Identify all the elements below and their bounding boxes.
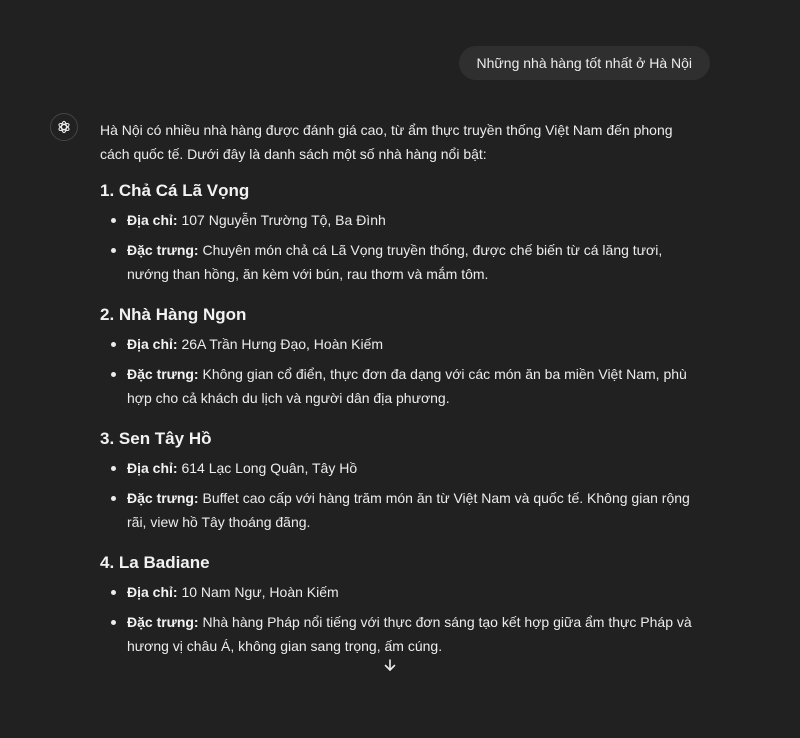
- address-label: Địa chỉ:: [127, 584, 178, 600]
- list-item: [100, 332, 700, 356]
- list-item: [100, 208, 700, 232]
- bullet-icon: [111, 620, 116, 625]
- restaurant-section: [100, 426, 700, 534]
- list-item: [100, 456, 700, 480]
- list-item: [100, 580, 700, 604]
- feature-value: Không gian cổ điển, thực đơn đa dạng với các món ăn ba miền Việt Nam, phù hợp cho cả khách du lịch và người dân địa phương.: [127, 366, 687, 406]
- restaurant-section: [100, 302, 700, 410]
- restaurant-title: 2. Nhà Hàng Ngon: [100, 305, 247, 324]
- reply-intro: Hà Nội có nhiều nhà hàng được đánh giá cao, từ ẩm thực truyền thống Việt Nam đến phong cách quốc tế. Dưới đây là danh sách một số nhà hàng nổi bật:: [100, 122, 673, 162]
- list-item: [100, 362, 700, 410]
- assistant-reply: [100, 118, 700, 674]
- restaurant-details: [100, 580, 700, 658]
- address-value: 107 Nguyễn Trường Tộ, Ba Đình: [181, 212, 386, 228]
- address-value: 10 Nam Ngư, Hoàn Kiếm: [181, 584, 339, 600]
- feature-label: Đặc trưng:: [127, 366, 199, 382]
- restaurant-details: [100, 332, 700, 410]
- arrow-down-icon: [383, 658, 397, 672]
- feature-label: Đặc trưng:: [127, 490, 199, 506]
- address-value: 26A Trần Hưng Đạo, Hoàn Kiếm: [181, 336, 384, 352]
- feature-value: Chuyên món chả cá Lã Vọng truyền thống, được chế biến từ cá lăng tươi, nướng than hồng, ăn kèm với bún, rau thơm và mắm tôm.: [127, 242, 663, 282]
- scroll-to-bottom-button[interactable]: [379, 654, 401, 676]
- bullet-icon: [111, 466, 116, 471]
- bullet-icon: [111, 590, 116, 595]
- list-item: [100, 238, 700, 286]
- user-message-bubble: [459, 46, 710, 80]
- user-message-text: Những nhà hàng tốt nhất ở Hà Nội: [476, 55, 692, 71]
- restaurant-title: 4. La Badiane: [100, 553, 210, 572]
- restaurant-section: [100, 550, 700, 658]
- restaurant-details: [100, 456, 700, 534]
- restaurant-details: [100, 208, 700, 286]
- bullet-icon: [111, 248, 116, 253]
- address-label: Địa chỉ:: [127, 336, 178, 352]
- bullet-icon: [111, 218, 116, 223]
- bullet-icon: [111, 342, 116, 347]
- bullet-icon: [111, 372, 116, 377]
- openai-logo-icon: [55, 118, 73, 136]
- list-item: [100, 486, 700, 534]
- assistant-avatar: [50, 113, 78, 141]
- address-value: 614 Lạc Long Quân, Tây Hồ: [181, 460, 358, 476]
- address-label: Địa chỉ:: [127, 460, 178, 476]
- bullet-icon: [111, 496, 116, 501]
- feature-value: Buffet cao cấp với hàng trăm món ăn từ Việt Nam và quốc tế. Không gian rộng rãi, view hồ Tây thoáng đãng.: [127, 490, 690, 530]
- feature-value: Nhà hàng Pháp nổi tiếng với thực đơn sáng tạo kết hợp giữa ẩm thực Pháp và hương vị châu Á, không gian sang trọng, ấm cúng.: [127, 614, 692, 654]
- list-item: [100, 610, 700, 658]
- feature-label: Đặc trưng:: [127, 614, 199, 630]
- restaurant-title: 3. Sen Tây Hồ: [100, 429, 212, 448]
- restaurant-section: [100, 178, 700, 286]
- address-label: Địa chỉ:: [127, 212, 178, 228]
- feature-label: Đặc trưng:: [127, 242, 199, 258]
- restaurant-title: 1. Chả Cá Lã Vọng: [100, 181, 250, 200]
